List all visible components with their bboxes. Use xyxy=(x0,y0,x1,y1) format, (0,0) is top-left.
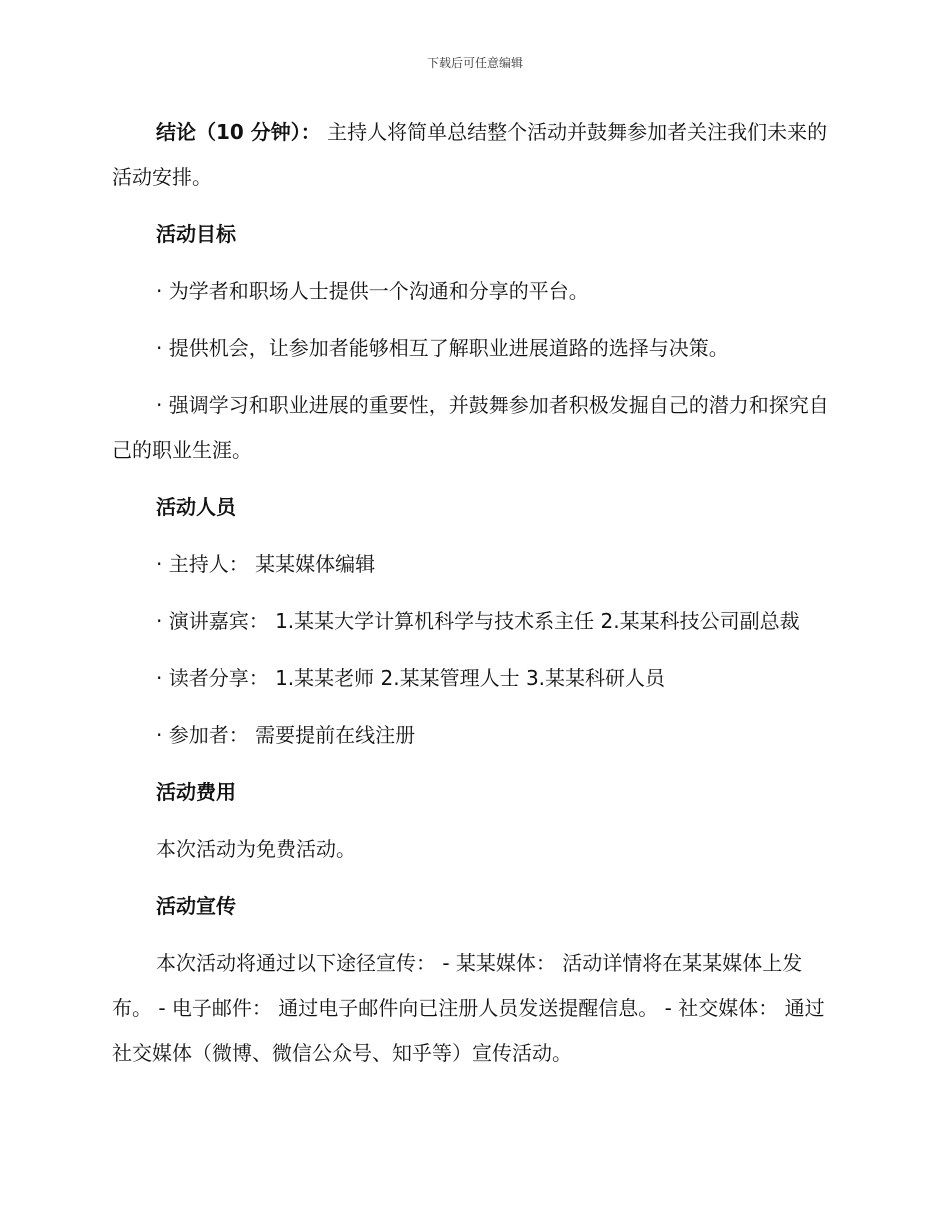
document-body xyxy=(112,110,834,1088)
fees-heading: 活动费用 xyxy=(156,780,236,804)
goal-item-2: · 提供机会，让参加者能够相互了解职业进展道路的选择与决策。 xyxy=(156,336,729,360)
conclusion-label: 结论（10 分钟）： xyxy=(156,120,321,144)
people-item-host: · 主持人： 某某媒体编辑 xyxy=(156,552,376,576)
goals-heading: 活动目标 xyxy=(156,222,236,246)
promotion-heading: 活动宣传 xyxy=(156,894,236,918)
goal-item-1: · 为学者和职场人士提供一个沟通和分享的平台。 xyxy=(156,279,589,303)
people-item-readers: · 读者分享： 1.某某老师 2.某某管理人士 3.某某科研人员 xyxy=(156,666,666,690)
goal-item-3: · 强调学习和职业进展的重要性，并鼓舞参加者积极发掘自己的潜力和探究自己的职业生涯。 xyxy=(112,393,829,462)
page-header-note: 下载后可任意编辑 xyxy=(426,56,523,70)
conclusion-paragraph xyxy=(112,110,834,200)
promotion-text: 本次活动将通过以下途径宣传： - 某某媒体： 活动详情将在某某媒体上发布。 - 电子邮件： 通过电子邮件向已注册人员发送提醒信息。 - 社交媒体： 通过社交媒体（微博、微信公众号、知乎等）宣传活动。 xyxy=(112,951,825,1065)
people-item-participants: · 参加者： 需要提前在线注册 xyxy=(156,723,416,747)
people-item-speakers: · 演讲嘉宾： 1.某某大学计算机科学与技术系主任 2.某某科技公司副总裁 xyxy=(156,609,800,633)
fees-text: 本次活动为免费活动。 xyxy=(156,837,356,861)
conclusion-text: 主持人将简单总结整个活动并鼓舞参加者关注我们未来的活动安排。 xyxy=(112,120,828,189)
people-heading: 活动人员 xyxy=(156,495,236,519)
